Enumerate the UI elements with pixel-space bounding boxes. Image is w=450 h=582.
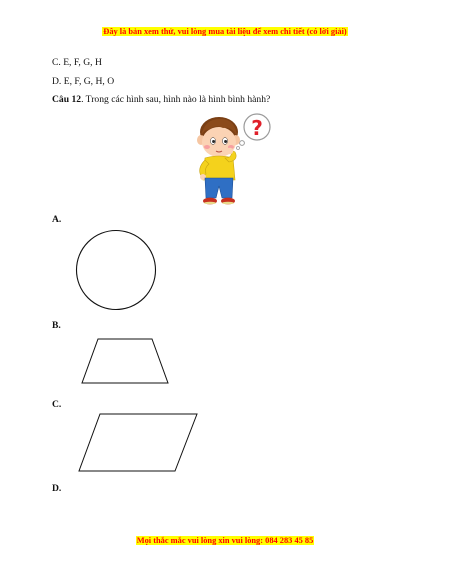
option-c-label: C.: [52, 399, 62, 410]
header-banner: [0, 26, 450, 37]
question-number: Câu 12: [52, 94, 82, 105]
footer-banner: [0, 535, 450, 546]
question-12: [52, 93, 270, 106]
option-b-label: B.: [52, 320, 61, 331]
prev-option-c: C. E, F, G, H: [52, 57, 102, 68]
option-a-label: A.: [52, 214, 62, 225]
header-banner-text: Đây là bản xem thử, vui lòng mua tài liệu để xem chi tiết (có lời giải): [103, 27, 347, 36]
parallelogram-shape: [76, 410, 202, 476]
prev-option-d: D. E, F, G, H, O: [52, 76, 115, 87]
option-d-label: D.: [52, 483, 62, 494]
trapezoid-shape: [78, 336, 174, 388]
footer-banner-text: Mọi thắc mắc vui lòng xin vui lòng: 084 283 45 85: [136, 536, 314, 545]
svg-text:?: ?: [251, 116, 263, 140]
thinking-boy-question-mark-icon: [185, 110, 275, 210]
circle-shape: [74, 228, 160, 312]
question-text: . Trong các hình sau, hình nào là hình bình hành?: [81, 94, 271, 105]
